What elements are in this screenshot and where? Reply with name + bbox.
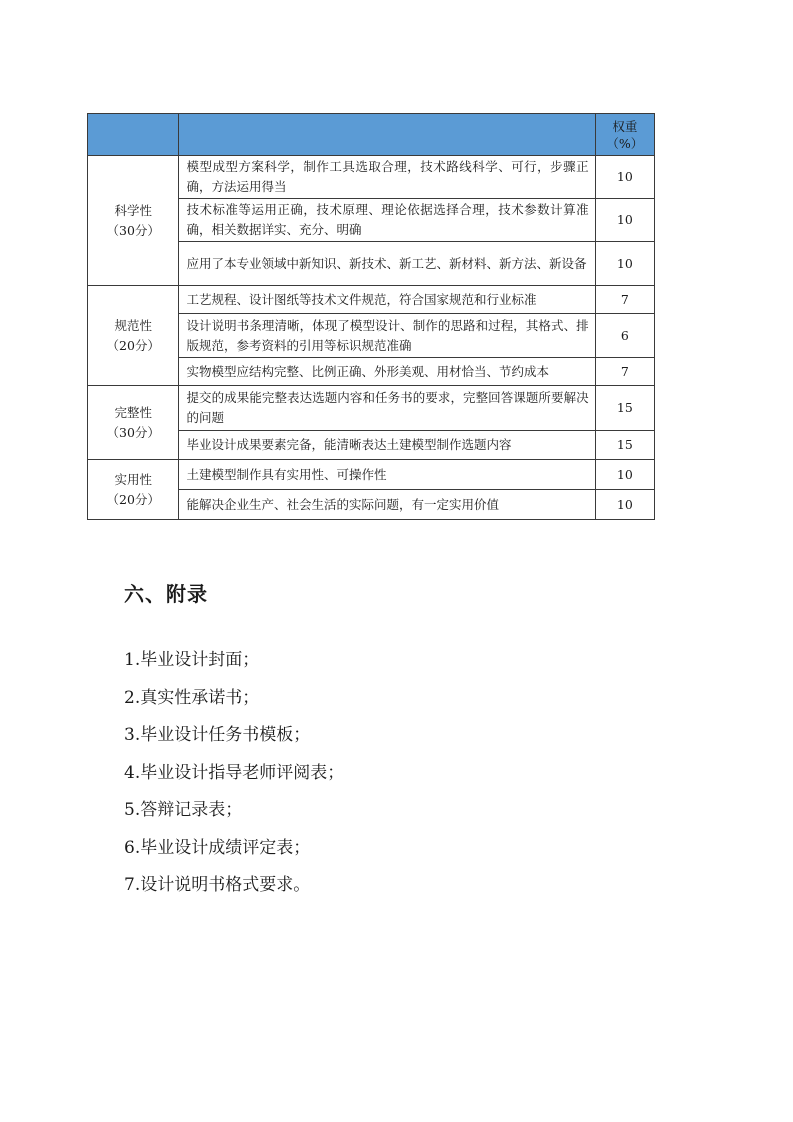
appendix-list xyxy=(124,648,344,911)
list-item: 5.答辩记录表； xyxy=(124,800,243,820)
weight-cell: 10 xyxy=(595,199,654,242)
criteria-cell: 实物模型应结构完整、比例正确、外形美观、用材恰当、节约成本 xyxy=(179,358,595,386)
weight-cell: 10 xyxy=(595,460,654,490)
weight-cell: 15 xyxy=(595,386,654,431)
list-item: 3.毕业设计任务书模板； xyxy=(124,725,311,745)
criteria-cell: 设计说明书条理清晰，体现了模型设计、制作的思路和过程，其格式、排版规范，参考资料的引用等标识规范准确 xyxy=(179,314,595,358)
header-weight-label: 权重 xyxy=(612,118,638,134)
list-item: 2.真实性承诺书； xyxy=(124,687,260,708)
header-category xyxy=(88,114,179,156)
category-cell xyxy=(88,386,179,460)
category-name: 规范性 xyxy=(114,317,152,333)
section-title: 六、附录 xyxy=(124,582,208,606)
header-weight-unit: （%） xyxy=(606,135,644,151)
category-cell xyxy=(88,156,179,286)
list-item: 1.毕业设计封面； xyxy=(124,650,260,670)
weight-cell: 15 xyxy=(595,431,654,460)
category-name: 实用性 xyxy=(114,471,152,487)
category-cell xyxy=(88,460,179,520)
table-row xyxy=(88,386,655,431)
category-points: （20分） xyxy=(106,491,160,507)
table-row xyxy=(88,460,655,490)
criteria-cell: 毕业设计成果要素完备，能清晰表达土建模型制作选题内容 xyxy=(179,431,595,460)
weight-cell: 10 xyxy=(595,490,654,520)
criteria-cell: 土建模型制作具有实用性、可操作性 xyxy=(179,460,595,490)
weight-cell: 10 xyxy=(595,242,654,286)
category-name: 完整性 xyxy=(114,404,152,420)
criteria-cell: 技术标准等运用正确，技术原理、理论依据选择合理，技术参数计算准确，相关数据详实、充分、明确 xyxy=(179,199,595,242)
table-row xyxy=(88,286,655,314)
category-name: 科学性 xyxy=(114,202,152,218)
criteria-cell: 模型成型方案科学，制作工具选取合理，技术路线科学、可行，步骤正确，方法运用得当 xyxy=(179,156,595,199)
list-item: 7.设计说明书格式要求。 xyxy=(124,875,311,895)
category-points: （30分） xyxy=(106,424,160,440)
list-item: 4.毕业设计指导老师评阅表； xyxy=(124,762,345,783)
criteria-cell: 能解决企业生产、社会生活的实际问题，有一定实用价值 xyxy=(179,490,595,520)
weight-cell: 7 xyxy=(595,358,654,386)
weight-cell: 6 xyxy=(595,314,654,358)
table-header-row xyxy=(88,114,655,156)
criteria-cell: 工艺规程、设计图纸等技术文件规范，符合国家规范和行业标准 xyxy=(179,286,595,314)
category-cell xyxy=(88,286,179,386)
category-points: （30分） xyxy=(106,222,160,238)
grading-criteria-table xyxy=(87,113,655,520)
table-row xyxy=(88,156,655,199)
weight-cell: 7 xyxy=(595,286,654,314)
header-criteria xyxy=(179,114,595,156)
criteria-cell: 应用了本专业领域中新知识、新技术、新工艺、新材料、新方法、新设备 xyxy=(179,242,595,286)
category-points: （20分） xyxy=(106,337,160,353)
criteria-cell: 提交的成果能完整表达选题内容和任务书的要求，完整回答课题所要解决的问题 xyxy=(179,386,595,431)
list-item: 6.毕业设计成绩评定表； xyxy=(124,837,311,858)
header-weight xyxy=(595,114,654,156)
weight-cell: 10 xyxy=(595,156,654,199)
